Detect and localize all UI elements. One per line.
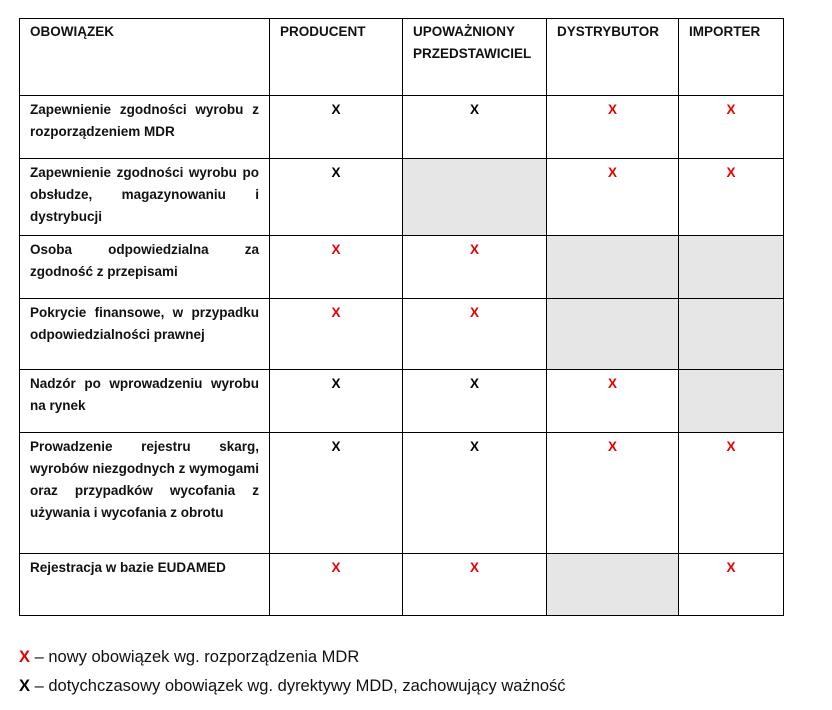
empty-shaded-cell bbox=[679, 299, 784, 370]
new-duty-mark: X bbox=[403, 236, 547, 299]
duty-cell: Zapewnienie zgodności wyrobu z rozporządzeniem MDR bbox=[20, 96, 270, 159]
empty-shaded-cell bbox=[547, 236, 679, 299]
duty-cell: Osoba odpowiedzialna za zgodność z przepisami bbox=[20, 236, 270, 299]
existing-duty-mark: X bbox=[270, 370, 403, 433]
new-duty-mark: X bbox=[403, 299, 547, 370]
new-duty-mark: X bbox=[403, 554, 547, 616]
existing-duty-mark: X bbox=[403, 433, 547, 554]
duty-cell: Prowadzenie rejestru skarg, wyrobów niezgodnych z wymogami oraz przypadków wycofania z używania i wycofania z obrotu bbox=[20, 433, 270, 554]
header-row bbox=[20, 19, 784, 96]
existing-duty-mark: X bbox=[270, 96, 403, 159]
header-obowiazek: OBOWIĄZEK bbox=[20, 19, 270, 96]
legend-new-duty-text: – nowy obowiązek wg. rozporządzenia MDR bbox=[30, 648, 360, 666]
legend-existing-duty-text: – dotychczasowy obowiązek wg. dyrektywy MDD, zachowujący ważność bbox=[30, 677, 566, 695]
empty-shaded-cell bbox=[679, 370, 784, 433]
table-row bbox=[20, 299, 784, 370]
existing-duty-mark: X bbox=[403, 96, 547, 159]
header-dystrybutor: DYSTRYBUTOR bbox=[547, 19, 679, 96]
new-duty-mark: X bbox=[679, 159, 784, 236]
empty-shaded-cell bbox=[547, 299, 679, 370]
legend-existing-duty bbox=[19, 676, 566, 696]
new-duty-mark: X bbox=[679, 554, 784, 616]
duty-cell: Zapewnienie zgodności wyrobu po obsłudze, magazynowaniu i dystrybucji bbox=[20, 159, 270, 236]
header-producent: PRODUCENT bbox=[270, 19, 403, 96]
new-duty-mark: X bbox=[679, 96, 784, 159]
legend-red-x-symbol: X bbox=[19, 648, 31, 666]
table-row bbox=[20, 159, 784, 236]
new-duty-mark: X bbox=[547, 370, 679, 433]
new-duty-mark: X bbox=[679, 433, 784, 554]
table-row bbox=[20, 554, 784, 616]
existing-duty-mark: X bbox=[270, 159, 403, 236]
empty-shaded-cell bbox=[679, 236, 784, 299]
duty-cell: Rejestracja w bazie EUDAMED bbox=[20, 554, 270, 616]
duties-table bbox=[19, 18, 784, 616]
duty-cell: Pokrycie finansowe, w przypadku odpowiedzialności prawnej bbox=[20, 299, 270, 370]
new-duty-mark: X bbox=[547, 159, 679, 236]
new-duty-mark: X bbox=[547, 433, 679, 554]
existing-duty-mark: X bbox=[270, 433, 403, 554]
legend-black-x-symbol: X bbox=[19, 677, 31, 695]
new-duty-mark: X bbox=[270, 236, 403, 299]
new-duty-mark: X bbox=[270, 299, 403, 370]
legend-new-duty bbox=[19, 647, 359, 667]
table-row bbox=[20, 96, 784, 159]
new-duty-mark: X bbox=[270, 554, 403, 616]
existing-duty-mark: X bbox=[403, 370, 547, 433]
empty-shaded-cell bbox=[547, 554, 679, 616]
empty-shaded-cell bbox=[403, 159, 547, 236]
table-row bbox=[20, 370, 784, 433]
table-row bbox=[20, 433, 784, 554]
header-importer: IMPORTER bbox=[679, 19, 784, 96]
table-row bbox=[20, 236, 784, 299]
header-upowazniony-przedstawiciel: UPOWAŻNIONY PRZEDSTAWICIEL bbox=[403, 19, 547, 96]
duty-cell: Nadzór po wprowadzeniu wyrobu na rynek bbox=[20, 370, 270, 433]
new-duty-mark: X bbox=[547, 96, 679, 159]
